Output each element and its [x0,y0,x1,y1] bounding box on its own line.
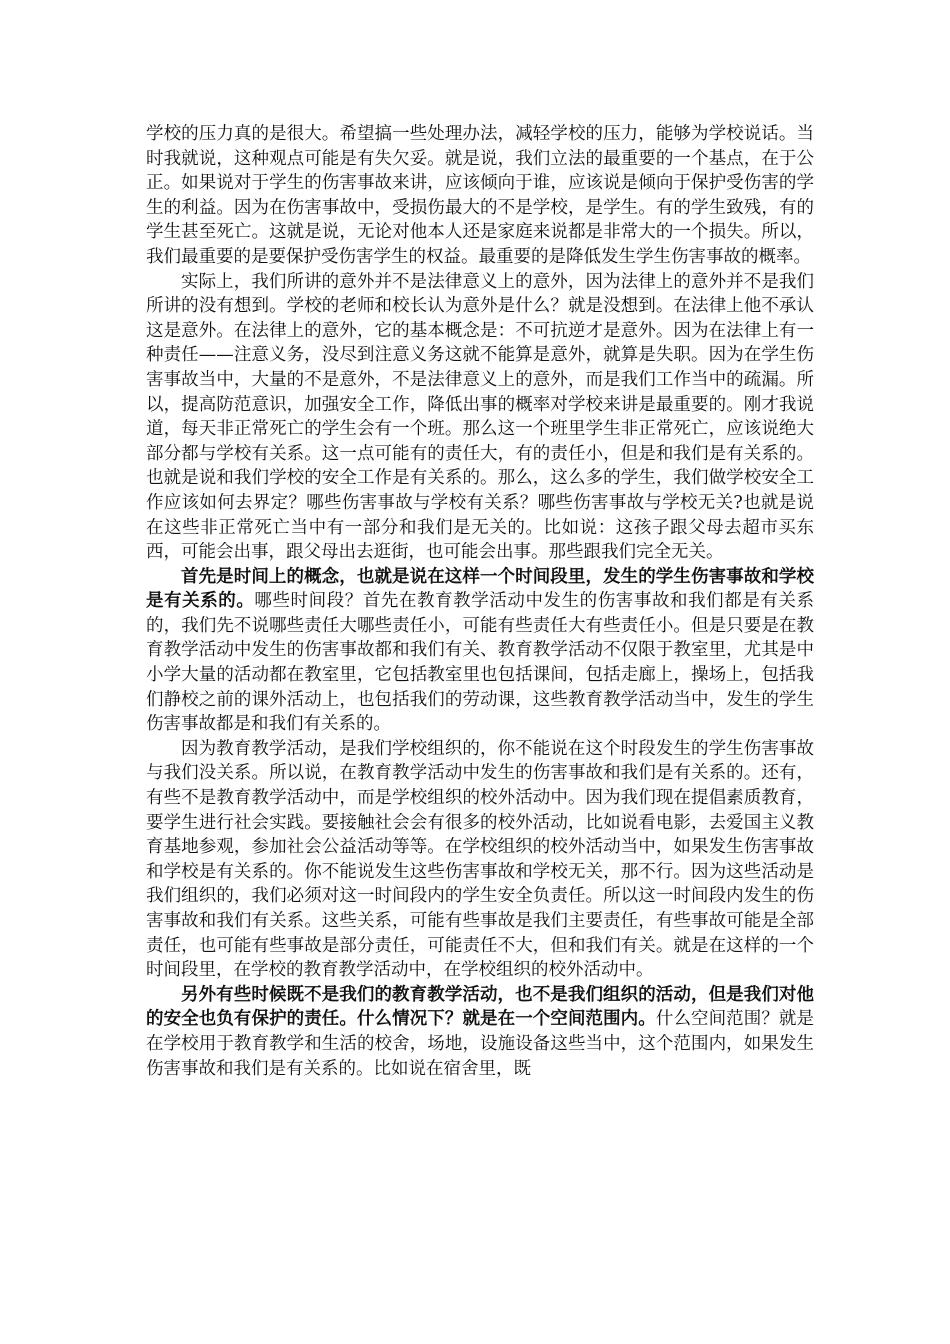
paragraph-5-text: 什么空间范围？就是在学校用于教育教学和生活的校舍，场地，设施设备这些当中，这个范围内，如果发生伤害事故和我们是有关系的。比如说在宿舍里，既 [146,1009,815,1079]
paragraph-5 [146,983,814,1081]
paragraph-3-text: 哪些时间段？首先在教育教学活动中发生的伤害事故和我们都是有关系的，我们先不说哪些责任大哪些责任小，可能有些责任大有些责任小。但是只要是在教育教学活动中发生的伤害事故都和我们有关、教育教学活动不仅限于教室里，尤其是中小学大量的活动都在教室里，它包括教室里也包括课间，包括走廊上，操场上，包括我们静校之前的课外活动上，也包括我们的劳动课，这些教育教学活动当中，发生的学生伤害事故都是和我们有关系的。 [146,591,815,735]
paragraph-2-text: 实际上，我们所讲的意外并不是法律意义上的意外，因为法律上的意外并不是我们所讲的没有想到。学校的老师和校长认为意外是什么？就是没想到。在法律上他不承认这是意外。在法律上的意外，它的基本概念是：不可抗逆才是意外。因为在法律上有一种责任——注意义务，没尽到注意义务这就不能算是意外，就算是失职。因为在学生伤害事故当中，大量的不是意外，不是法律意义上的意外，而是我们工作当中的疏漏。所以，提高防范意识，加强安全工作，降低出事的概率对学校来讲是最重要的。刚才我说道，每天非正常死亡的学生会有一个班。那么这一个班里学生非正常死亡，应该说绝大部分都与学校有关系。这一点可能有的责任大，有的责任小，但是和我们是有关系的。也就是说和我们学校的安全工作是有关系的。那么，这么多的学生，我们做学校安全工作应该如何去界定？哪些伤害事故与学校有关系？哪些伤害事故与学校无关?也就是说在这些非正常死亡当中有一部分和我们是无关的。比如说：这孩子跟父母去超市买东西，可能会出事，跟父母出去逛街，也可能会出事。那些跟我们完全无关。 [146,271,814,563]
document-body [146,122,814,1081]
paragraph-1-text: 学校的压力真的是很大。希望搞一些处理办法，减轻学校的压力，能够为学校说话。当时我就说，这种观点可能是有失欠妥。就是说，我们立法的最重要的一个基点，在于公正。如果说对于学生的伤害事故来讲，应该倾向于谁，应该说是倾向于保护受伤害的学生的利益。因为在伤害事故中，受损伤最大的不是学校，是学生。有的学生致残，有的学生甚至死亡。这就是说，无论对他本人还是家庭来说都是非常大的一个损失。所以，我们最重要的是要保护受伤害学生的权益。最重要的是降低发生学生伤害事故的概率。 [146,124,814,267]
paragraph-3 [146,565,814,737]
paragraph-1 [146,122,814,270]
paragraph-5-bold-lead: 另外有些时候既不是我们的教育教学活动，也不是我们组织的活动，但是我们对他的安全也负有保护的责任。什么情况下？就是在一个空间范围内。 [146,984,814,1030]
paragraph-4-text: 因为教育教学活动，是我们学校组织的，你不能说在这个时段发生的学生伤害事故与我们没关系。所以说，在教育教学活动中发生的伤害事故和我们是有关系的。还有，有些不是教育教学活动中，而是学校组织的校外活动中。因为我们现在提倡素质教育，要学生进行社会实践。要接触社会会有很多的校外活动，比如说看电影，去爱国主义教育基地参观，参加社会公益活动等等。在学校组织的校外活动当中，如果发生伤害事故和学校是有关系的。你不能说发生这些伤害事故和学校无关，那不行。因为这些活动是我们组织的，我们必须对这一时间段内的学生安全负责任。所以这一时间段内发生的伤害事故和我们有关系。这些关系，可能有些事故是我们主要责任，有些事故可能是全部责任，也可能有些事故是部分责任，可能责任不大，但和我们有关。就是在这样的一个时间段里，在学校的教育教学活动中，在学校组织的校外活动中。 [146,738,814,981]
paragraph-2 [146,270,814,565]
paragraph-3-bold-lead: 首先是时间上的概念，也就是说在这样一个时间段里，发生的学生伤害事故和学校是有关系的。 [146,566,814,612]
paragraph-4 [146,737,814,983]
